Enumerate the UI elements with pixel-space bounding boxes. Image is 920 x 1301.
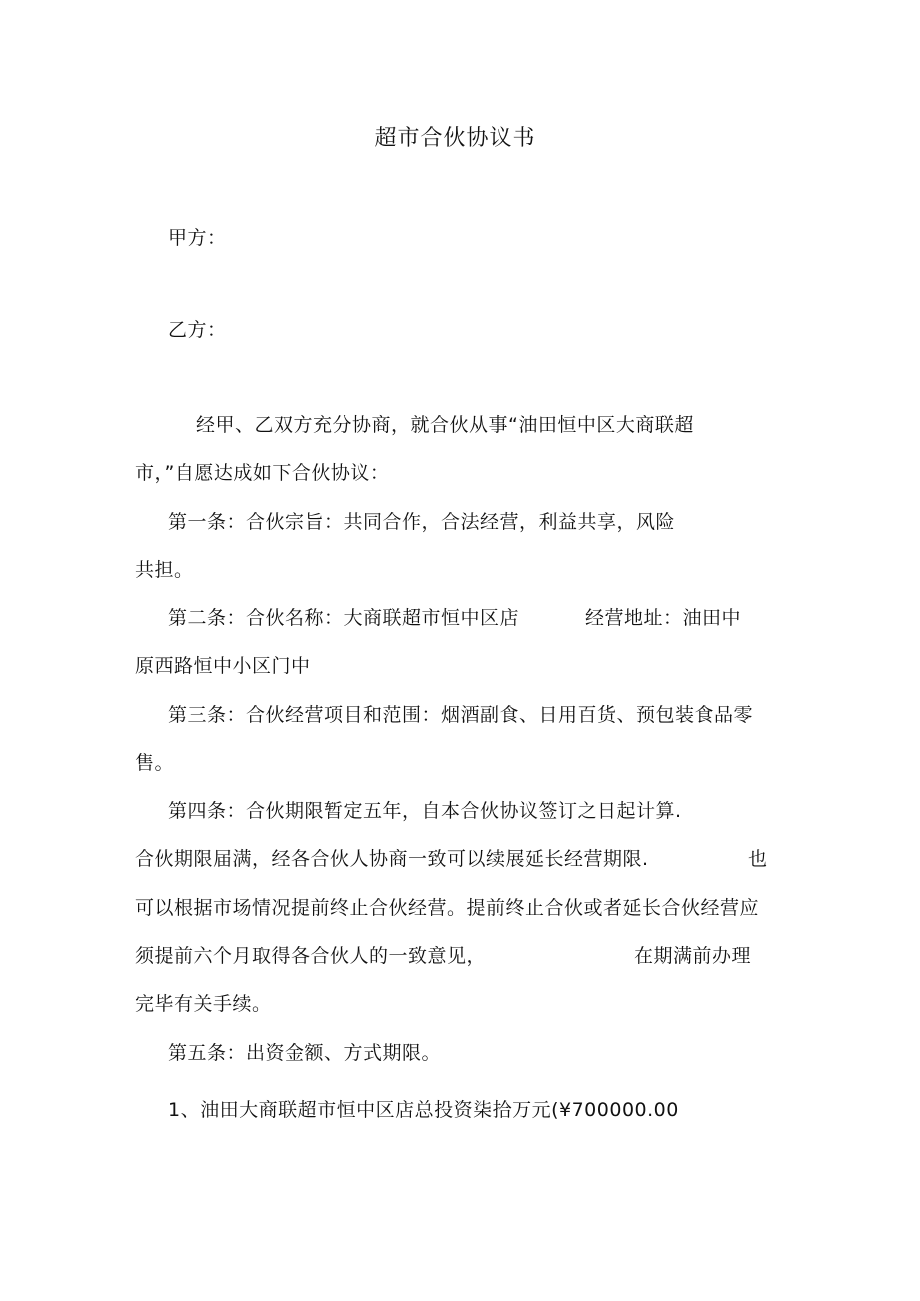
- party-a-label: 甲方：: [168, 227, 227, 249]
- article-4-line-5: 完毕有关手续。: [135, 993, 272, 1015]
- document-title: 超市合伙协议书: [374, 126, 536, 151]
- article-5-line-1: 第五条：出资金额、方式期限。: [168, 1042, 442, 1064]
- article-2-line-2: 原西路恒中小区门中: [135, 655, 311, 677]
- article-4-line-2a: 合伙期限届满，经各合伙人协商一致可以续展延长经营期限.: [135, 848, 649, 870]
- article-3-line-1: 第三条：合伙经营项目和范围：烟酒副食、日用百货、预包装食品零: [168, 704, 754, 726]
- party-b-label: 乙方：: [168, 319, 227, 341]
- article-5-item-1: 1、油田大商联超市恒中区店总投资柒拾万元(¥700000.00: [168, 1099, 679, 1121]
- article-4-line-2b: 也: [748, 848, 768, 870]
- article-4-line-3: 可以根据市场情况提前终止合伙经营。提前终止合伙或者延长合伙经营应: [135, 897, 760, 919]
- article-3-line-2: 售。: [135, 752, 175, 774]
- article-1-line-1: 第一条：合伙宗旨：共同合作，合法经营，利益共享，风险: [168, 511, 676, 533]
- article-2-line-1b: 经营地址：油田中: [585, 607, 742, 629]
- article-1-line-2: 共担。: [135, 559, 194, 581]
- article-2-line-1a: 第二条：合伙名称：大商联超市恒中区店: [168, 607, 520, 629]
- intro-line-1: 经甲、乙双方充分协商，就合伙从事“油田恒中区大商联超: [196, 414, 694, 436]
- article-4-line-1: 第四条：合伙期限暂定五年，自本合伙协议签订之日起计算.: [168, 800, 682, 822]
- article-4-line-4a: 须提前六个月取得各合伙人的一致意见，: [135, 945, 487, 967]
- article-4-line-4b: 在期满前办理: [634, 945, 752, 967]
- intro-line-2: 市，”自愿达成如下合伙协议：: [135, 462, 390, 484]
